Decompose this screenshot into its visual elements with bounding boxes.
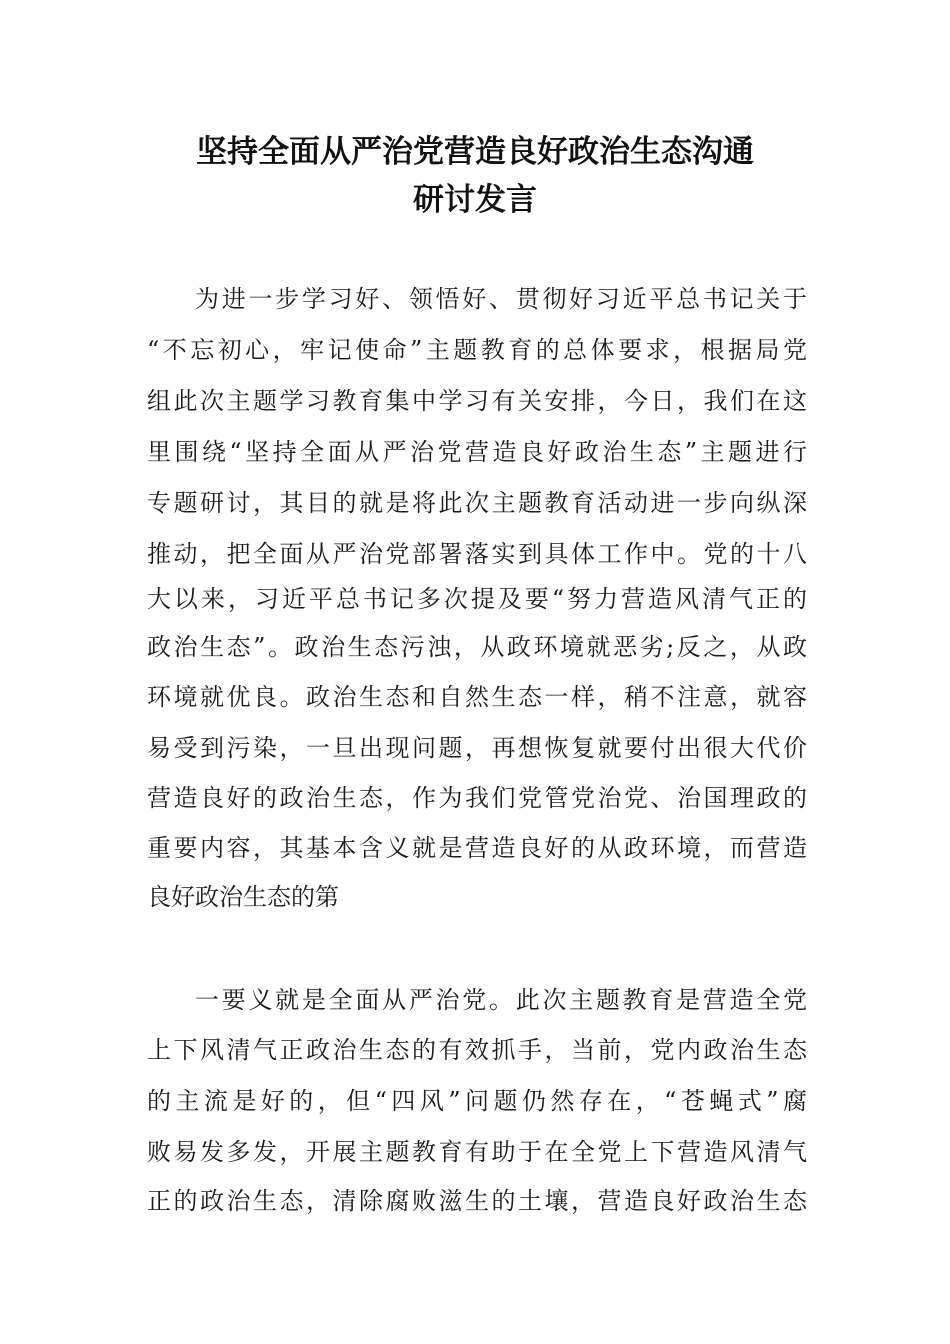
paragraph-line: 正的政治生态，清除腐败滋生的土壤，营造良好政治生态	[147, 1187, 807, 1215]
paragraph-line: 上下风清气正政治生态的有效抓手，当前，党内政治生态	[147, 1036, 807, 1064]
paragraph-line: 易受到污染，一旦出现问题，再想恢复就要付出很大代价	[147, 734, 807, 762]
paragraph-line: 政治生态”。政治生态污浊，从政环境就恶劣;反之，从政	[147, 633, 807, 661]
paragraph-line: 专题研讨，其目的就是将此次主题教育活动进一步向纵深	[147, 489, 807, 517]
paragraph-line: 一要义就是全面从严治党。此次主题教育是营造全党	[195, 986, 807, 1014]
paragraph-line: “不忘初心，牢记使命”主题教育的总体要求，根据局党	[147, 336, 807, 364]
paragraph-line: 营造良好的政治生态，作为我们党管党治党、治国理政的	[147, 784, 807, 812]
paragraph-line: 败易发多发，开展主题教育有助于在全党上下营造风清气	[147, 1138, 807, 1166]
paragraph-line: 组此次主题学习教育集中学习有关安排，今日，我们在这	[147, 387, 807, 415]
document-title: 坚持全面从严治党营造良好政治生态沟通	[196, 134, 754, 170]
paragraph-line: 良好政治生态的第	[147, 883, 339, 911]
document-title-continued: 研讨发言	[413, 182, 537, 218]
paragraph-line: 的主流是好的，但“四风”问题仍然存在，“苍蝇式”腐	[147, 1087, 807, 1115]
paragraph-line: 重要内容，其基本含义就是营造良好的从政环境，而营造	[147, 834, 807, 862]
paragraph-line: 大以来，习近平总书记多次提及要“努力营造风清气正的	[147, 585, 807, 613]
paragraph-line: 里围绕“坚持全面从严治党营造良好政治生态”主题进行	[147, 438, 807, 466]
paragraph-line: 推动，把全面从严治党部署落实到具体工作中。党的十八	[147, 540, 807, 568]
paragraph-line: 环境就优良。政治生态和自然生态一样，稍不注意，就容	[147, 683, 807, 711]
paragraph-line: 为进一步学习好、领悟好、贯彻好习近平总书记关于	[195, 285, 807, 313]
